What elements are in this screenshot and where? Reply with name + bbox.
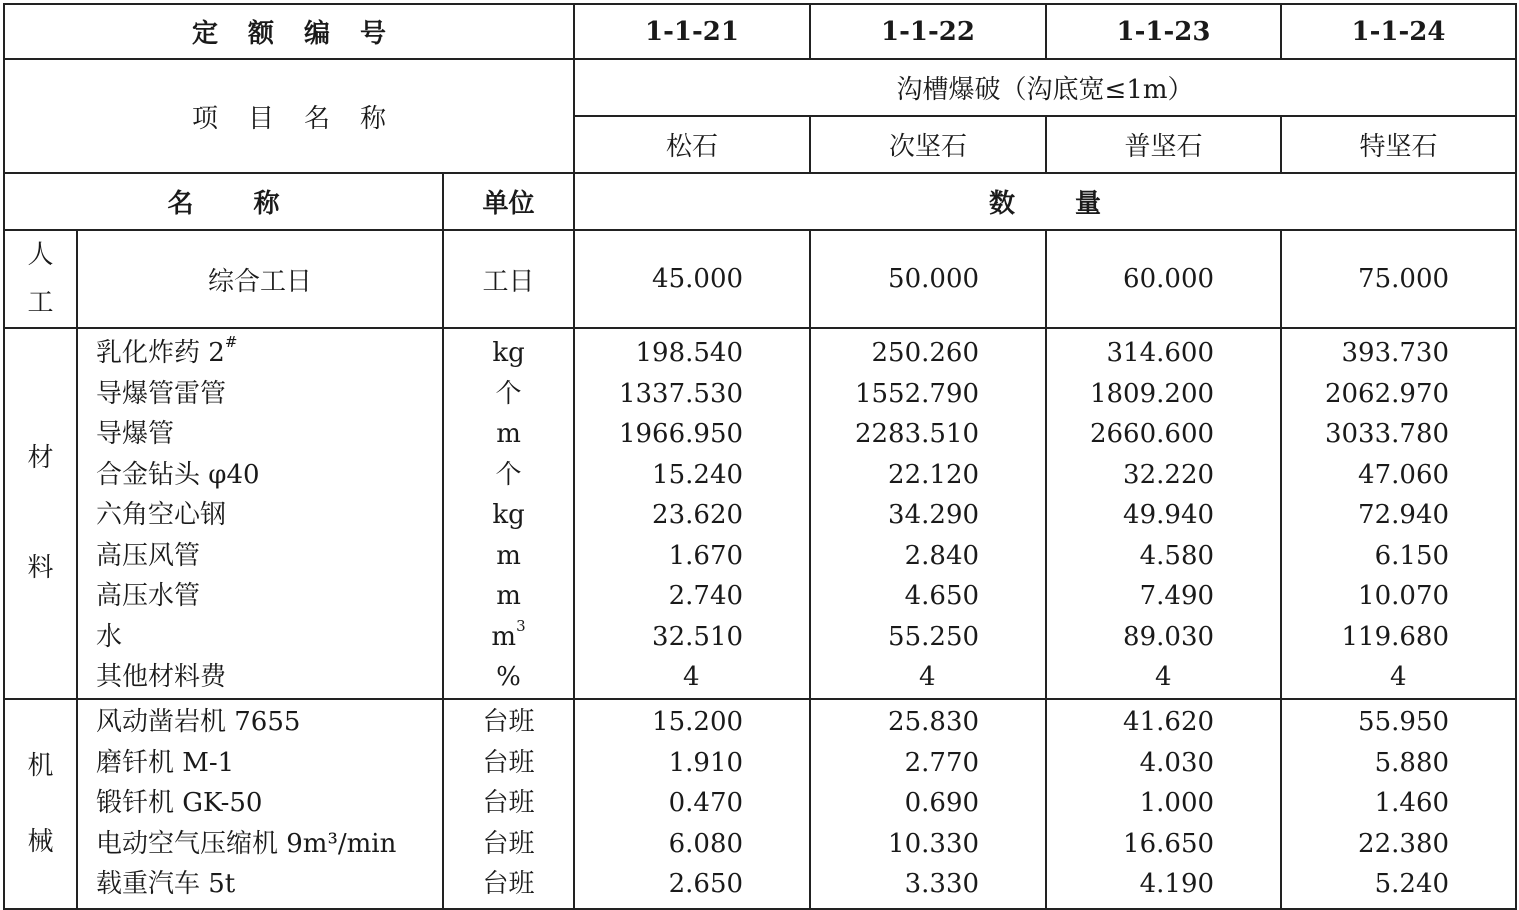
machine-value: 25.830 (888, 707, 980, 738)
material-unit: kg (492, 500, 525, 530)
machine-unit: 台班 (482, 707, 535, 738)
labor-unit: 工日 (443, 230, 574, 328)
category-char: 工 (27, 288, 54, 318)
material-value: 23.620 (652, 500, 744, 530)
materials-values-col-1 (574, 328, 810, 699)
name-label: 名称 (4, 173, 443, 230)
materials-values-col-4 (1281, 328, 1516, 699)
machine-value: 1.460 (1374, 788, 1450, 819)
machinery-row (4, 699, 1516, 909)
machine-unit: 台班 (482, 788, 535, 819)
category-char: 机 (27, 750, 54, 781)
material-value: 2.740 (668, 581, 744, 611)
machinery-values-col-4 (1281, 699, 1516, 909)
material-value: 2062.970 (1324, 378, 1450, 409)
machine-value: 4.030 (1139, 747, 1215, 778)
material-value: 198.540 (635, 338, 744, 368)
material-unit: 个 (495, 459, 522, 490)
machine-unit: 台班 (482, 747, 535, 778)
material-value: 1809.200 (1089, 378, 1215, 409)
material-value: 3033.780 (1324, 419, 1450, 449)
machine-value: 0.690 (904, 788, 980, 819)
category-char: 材 (27, 443, 54, 474)
material-name: 合金钻头 φ40 (96, 459, 260, 490)
material-value: 1337.530 (618, 378, 744, 409)
labor-value: 75.000 (1281, 230, 1516, 328)
category-char: 料 (27, 553, 54, 584)
machine-value: 55.950 (1358, 707, 1450, 738)
material-name: 高压风管 (96, 540, 201, 571)
material-value: 6.150 (1374, 540, 1450, 571)
machinery-values-col-2 (810, 699, 1046, 909)
machine-value: 6.080 (668, 828, 744, 859)
machine-value: 1.000 (1139, 788, 1215, 819)
material-unit: m (496, 540, 521, 571)
machine-value: 16.650 (1123, 828, 1215, 859)
rock-type-2: 次坚石 (810, 116, 1046, 173)
material-unit: % (496, 662, 521, 692)
unit-label: 单位 (443, 173, 574, 230)
category-char: 械 (27, 826, 54, 857)
machine-value: 0.470 (668, 788, 744, 819)
code-row (4, 4, 1516, 59)
material-unit: kg (492, 338, 525, 368)
machine-name: 锻钎机 GK-50 (96, 788, 263, 819)
machinery-category-label (5, 728, 76, 880)
material-value: 4.650 (904, 581, 980, 611)
material-value: 2.840 (904, 540, 980, 571)
code-1-1-22: 1-1-22 (810, 4, 1046, 59)
machine-unit: 台班 (482, 828, 535, 859)
material-value: 4 (1155, 662, 1172, 692)
labor-row (4, 230, 1516, 328)
material-name: 高压水管 (96, 581, 201, 611)
machine-name: 电动空气压缩机 9m³/min (96, 828, 397, 859)
column-header-row (4, 173, 1516, 230)
material-value: 34.290 (888, 500, 980, 530)
machine-value: 5.240 (1374, 869, 1450, 900)
material-value: 1552.790 (854, 378, 980, 409)
materials-category (4, 328, 77, 699)
machinery-names (77, 699, 443, 909)
machine-name: 风动凿岩机 7655 (96, 707, 301, 738)
superscript: # (224, 333, 238, 351)
rock-type-1: 松石 (574, 116, 810, 173)
materials-values-col-3 (1046, 328, 1281, 699)
rock-type-4: 特坚石 (1281, 116, 1516, 173)
material-value: 1.670 (668, 540, 744, 571)
material-value: 22.120 (888, 459, 980, 490)
material-value: 49.940 (1123, 500, 1215, 530)
material-value: 32.220 (1123, 459, 1215, 490)
material-unit: m (496, 419, 521, 449)
labor-value: 60.000 (1046, 230, 1281, 328)
material-value: 4.580 (1139, 540, 1215, 571)
material-value: 4 (683, 662, 700, 692)
material-value: 89.030 (1123, 621, 1215, 652)
project-title: 沟槽爆破（沟底宽≤1m） (574, 59, 1516, 116)
rock-type-3: 普坚石 (1046, 116, 1281, 173)
category-char: 人 (27, 240, 54, 270)
code-1-1-24: 1-1-24 (1281, 4, 1516, 59)
material-value: 10.070 (1358, 581, 1450, 611)
machine-unit: 台班 (482, 869, 535, 900)
material-value: 1966.950 (618, 419, 744, 449)
quota-table (3, 3, 1517, 910)
material-value: 314.600 (1106, 338, 1215, 368)
superscript: 3 (516, 616, 526, 635)
machine-value: 15.200 (652, 707, 744, 738)
material-value: 119.680 (1341, 621, 1450, 652)
machine-value: 41.620 (1123, 707, 1215, 738)
material-value: 250.260 (871, 338, 980, 368)
material-name: 其他材料费 (96, 662, 227, 692)
machine-value: 5.880 (1374, 747, 1450, 778)
material-value: 32.510 (652, 621, 744, 652)
machinery-values-col-1 (574, 699, 810, 909)
labor-name: 综合工日 (77, 230, 443, 328)
labor-category-label (5, 231, 76, 327)
materials-values-col-2 (810, 328, 1046, 699)
project-title-row (4, 59, 1516, 116)
material-value: 55.250 (888, 621, 980, 652)
machine-name: 磨钎机 M-1 (96, 747, 235, 778)
material-value: 393.730 (1341, 338, 1450, 368)
machine-name: 载重汽车 5t (96, 869, 236, 900)
materials-names (77, 328, 443, 699)
material-name: 水 (96, 621, 123, 652)
machine-value: 3.330 (904, 869, 980, 900)
quantity-label: 数量 (574, 173, 1516, 230)
labor-value: 45.000 (574, 230, 810, 328)
machinery-values-col-3 (1046, 699, 1281, 909)
machine-value: 1.910 (668, 747, 744, 778)
material-value: 72.940 (1358, 500, 1450, 530)
code-1-1-23: 1-1-23 (1046, 4, 1281, 59)
machine-value: 22.380 (1358, 828, 1450, 859)
materials-category-label (5, 403, 76, 623)
material-unit: $m^3$ (491, 616, 526, 652)
materials-row (4, 328, 1516, 699)
material-name: 六角空心钢 (96, 500, 227, 530)
material-value: 47.060 (1358, 459, 1450, 490)
material-name: 导爆管雷管 (96, 378, 227, 409)
machine-value: 10.330 (888, 828, 980, 859)
material-unit: m (496, 581, 521, 611)
item-label: 项目名称 (4, 59, 574, 173)
material-value: 2660.600 (1089, 419, 1215, 449)
machinery-units (443, 699, 574, 909)
material-value: 4 (1390, 662, 1407, 692)
code-label: 定额编号 (4, 4, 574, 59)
machinery-category (4, 699, 77, 909)
labor-category (4, 230, 77, 328)
material-value: 2283.510 (854, 419, 980, 449)
code-1-1-21: 1-1-21 (574, 4, 810, 59)
machine-value: 2.650 (668, 869, 744, 900)
materials-units (443, 328, 574, 699)
material-value: 7.490 (1139, 581, 1215, 611)
material-name: 导爆管 (96, 419, 175, 449)
material-value: 4 (919, 662, 936, 692)
material-name: 乳化炸药 2# (96, 333, 238, 368)
material-value: 15.240 (652, 459, 744, 490)
machine-value: 4.190 (1139, 869, 1215, 900)
labor-value: 50.000 (810, 230, 1046, 328)
material-unit: 个 (495, 378, 522, 409)
machine-value: 2.770 (904, 747, 980, 778)
